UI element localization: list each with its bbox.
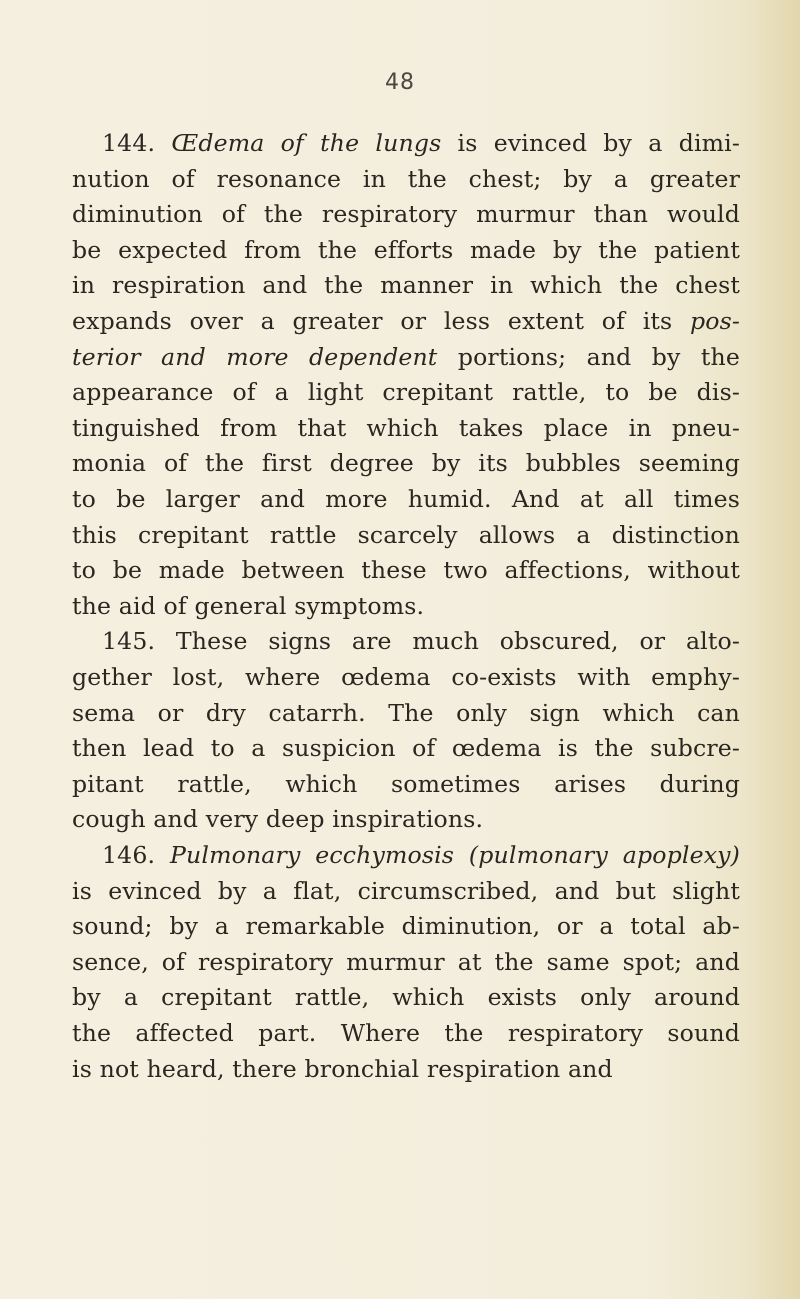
text-run: diminution of the respiratory murmur than would bbox=[72, 200, 740, 229]
text-line bbox=[72, 480, 740, 518]
text-line bbox=[72, 943, 740, 981]
text-run: 146. bbox=[102, 841, 171, 869]
text-run: be expected from the efforts made by the patient bbox=[72, 235, 740, 264]
text-run: nution of resonance in the chest; by a greater bbox=[72, 164, 740, 193]
text-run: this crepitant rattle scarcely allows a distinction bbox=[72, 520, 740, 549]
text-line bbox=[72, 1050, 740, 1088]
text-run: gether lost, where œdema co-exists with emphy- bbox=[72, 663, 740, 691]
text-line bbox=[72, 587, 740, 625]
text-run: the aid of general symptoms. bbox=[72, 591, 425, 620]
text-run: in respiration and the manner in which the chest bbox=[72, 271, 740, 300]
text-line bbox=[102, 836, 740, 874]
text-line bbox=[102, 622, 740, 660]
text-line bbox=[72, 160, 740, 198]
page-number: 48 bbox=[385, 70, 415, 95]
text-run: monia of the first degree by its bubbles seeming bbox=[72, 449, 740, 478]
text-line bbox=[72, 231, 740, 269]
italic-text: pos- bbox=[690, 307, 740, 335]
text-run: is evinced by a flat, circumscribed, and but slight bbox=[72, 876, 740, 905]
text-line bbox=[72, 302, 740, 340]
text-line bbox=[72, 978, 740, 1016]
text-line bbox=[72, 1014, 740, 1052]
text-line bbox=[72, 409, 740, 447]
text-line bbox=[102, 124, 740, 162]
text-run: 145. These signs are much obscured, or alto- bbox=[102, 627, 740, 656]
italic-text: Pulmonary ecchymosis (pulmonary apoplexy) bbox=[170, 841, 740, 869]
text-run: sound; by a remarkable diminution, or a total ab- bbox=[72, 912, 740, 941]
text-run: is evinced by a dimi- bbox=[441, 129, 740, 157]
text-line bbox=[72, 266, 740, 304]
text-run: to be made between these two affections, without bbox=[72, 556, 740, 585]
text-line bbox=[72, 195, 740, 233]
text-run: tinguished from that which takes place in pneu- bbox=[72, 413, 740, 442]
text-run: is not heard, there bronchial respiration and bbox=[72, 1054, 613, 1083]
text-line bbox=[72, 516, 740, 554]
text-line bbox=[72, 444, 740, 482]
text-run: sema or dry catarrh. The only sign which can bbox=[72, 698, 740, 727]
text-line bbox=[72, 551, 740, 589]
text-run: sence, of respiratory murmur at the same spot; and bbox=[72, 947, 740, 976]
text-line bbox=[72, 800, 740, 838]
text-line bbox=[72, 658, 740, 696]
text-run: 144. bbox=[102, 129, 172, 157]
text-line bbox=[72, 338, 740, 376]
text-line bbox=[72, 907, 740, 945]
text-line bbox=[72, 729, 740, 767]
text-line bbox=[72, 373, 740, 411]
text-run: cough and very deep inspirations. bbox=[72, 805, 484, 834]
text-run: portions; and by the bbox=[437, 342, 740, 371]
italic-text: Œdema of the lungs bbox=[171, 129, 442, 157]
text-line bbox=[72, 694, 740, 732]
text-run: to be larger and more humid. And at all times bbox=[72, 485, 740, 513]
text-line bbox=[72, 765, 740, 803]
italic-text: terior and more dependent bbox=[72, 342, 438, 371]
text-run: by a crepitant rattle, which exists only around bbox=[72, 983, 740, 1012]
text-run: expands over a greater or less extent of its bbox=[72, 307, 690, 335]
text-run: then lead to a suspicion of œdema is the subcre- bbox=[72, 734, 740, 763]
text-run: pitant rattle, which sometimes arises during bbox=[72, 769, 740, 798]
text-line bbox=[72, 872, 740, 910]
text-run: appearance of a light crepitant rattle, to be dis- bbox=[72, 378, 740, 407]
text-run: the affected part. Where the respiratory sound bbox=[72, 1019, 740, 1047]
